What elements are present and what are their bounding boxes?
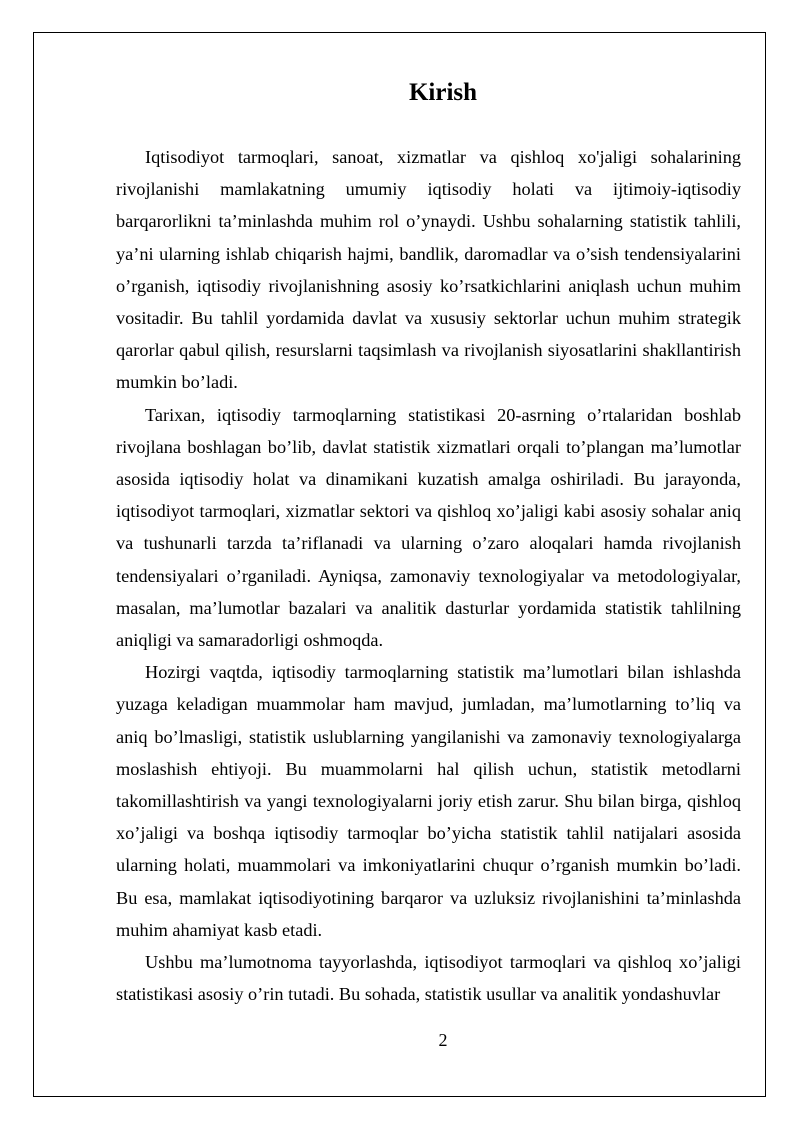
paragraph-1: Iqtisodiyot tarmoqlari, sanoat, xizmatlar va qishloq xo'jaligi sohalarining rivojlanishi mamlakatning umumiy iqtisodiy holati va ijtimoiy-iqtisodiy barqarorlikni ta’minlashda muhim rol o’ynaydi. Ushbu sohalarning statistik tahlili, ya’ni ularning ishlab chiqarish hajmi, bandlik, daromadlar va o’sish tendensiyalarini o’rganish, iqtisodiy rivojlanishning asosiy ko’rsatkichlarini aniqlash uchun muhim vositadir. Bu tahlil yordamida davlat va xususiy sektorlar uchun muhim strategik qarorlar qabul qilish, resurslarni taqsimlash va rivojlanish siyosatlarini shakllantirish mumkin bo’ladi.	[116, 147, 741, 393]
document-body	[116, 141, 741, 1010]
page-title: Kirish	[408, 79, 478, 106]
page-number: 2	[438, 1030, 448, 1050]
paragraph-4: Ushbu ma’lumotnoma tayyorlashda, iqtisodiyot tarmoqlari va qishloq xo’jaligi statistikasi asosiy o’rin tutadi. Bu sohada, statistik usullar va analitik yondashuvlar	[116, 952, 741, 1005]
paragraph-3: Hozirgi vaqtda, iqtisodiy tarmoqlarning statistik ma’lumotlari bilan ishlashda yuzaga keladigan muammolar ham mavjud, jumladan, ma’lumotlarning to’liq va aniq bo’lmasligi, statistik uslublarning yangilanishi va zamonaviy texnologiyalarga moslashish ehtiyoji. Bu muammolarni hal qilish uchun, statistik metodlarni takomillashtirish va yangi texnologiyalarni joriy etish zarur. Shu bilan birga, qishloq xo’jaligi va boshqa iqtisodiy tarmoqlar bo’yicha statistik tahlil natijalari asosida ularning holati, muammolari va imkoniyatlarini chuqur o’rganish mumkin bo’ladi. Bu esa, mamlakat iqtisodiyotining barqaror va uzluksiz rivojlanishini ta’minlashda muhim ahamiyat kasb etadi.	[116, 662, 741, 940]
paragraph-2: Tarixan, iqtisodiy tarmoqlarning statistikasi 20-asrning o’rtalaridan boshlab rivojlana boshlagan bo’lib, davlat statistik xizmatlari orqali to’plangan ma’lumotlar asosida iqtisodiy holat va dinamikani kuzatish amalga oshiriladi. Bu jarayonda, iqtisodiyot tarmoqlari, xizmatlar sektori va qishloq xo’jaligi kabi asosiy sohalar aniq va tushunarli tarzda ta’riflanadi va ularning o’zaro aloqalari hamda rivojlanish tendensiyalari o’rganiladi. Ayniqsa, zamonaviy texnologiyalar va metodologiyalar, masalan, ma’lumotlar bazalari va analitik dasturlar yordamida statistik tahlilning aniqligi va samaradorligi oshmoqda.	[116, 404, 741, 651]
